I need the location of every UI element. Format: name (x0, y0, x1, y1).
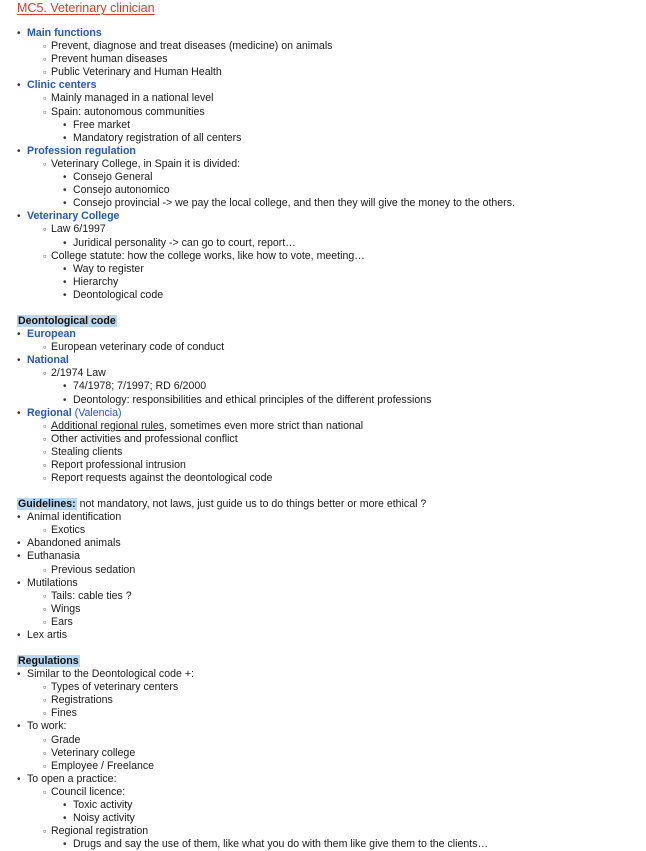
list-item (43, 524, 85, 537)
list-item-text: Law 6/1997 (51, 223, 106, 235)
list-item (43, 53, 168, 66)
list-item-text: Report requests against the deontological code (51, 472, 273, 484)
hollow-square-bullet-icon: ▫ (43, 604, 47, 614)
list-item (43, 603, 80, 616)
list-item (43, 564, 135, 577)
list-item (63, 380, 206, 393)
hollow-square-bullet-icon: ▫ (43, 460, 47, 470)
list-item-text: Deontological code (73, 289, 164, 301)
list-item-text: Profession regulation (27, 145, 136, 157)
list-item-text: Mutilations (27, 577, 78, 589)
bullet-icon: • (17, 211, 21, 222)
bullet-icon: • (17, 774, 21, 785)
list-item (17, 79, 96, 92)
list-item-text: Similar to the Deontological code +: (27, 668, 194, 680)
bullet-icon: • (17, 80, 21, 91)
bullet-icon: • (63, 277, 67, 288)
list-item-text: College statute: how the college works, like how to vote, meeting… (51, 250, 365, 262)
bullet-icon: • (17, 146, 21, 157)
list-item (17, 577, 78, 590)
hollow-square-bullet-icon: ▫ (43, 787, 47, 797)
list-item-text: Consejo provincial -> we pay the local college, and then they will give the money to the others. (73, 197, 515, 209)
page-title: MC5. Veterinary clinician (17, 1, 155, 15)
highlighted-heading-text: Regulations (18, 655, 79, 667)
hollow-square-bullet-icon: ▫ (43, 421, 47, 431)
list-item-text: Free market (73, 119, 131, 131)
hollow-square-bullet-icon: ▫ (43, 735, 47, 745)
list-item (17, 773, 117, 786)
list-item-text: Animal identification (27, 511, 122, 523)
bullet-icon: • (17, 669, 21, 680)
hollow-square-bullet-icon: ▫ (43, 41, 47, 51)
list-item-text: Lex artis (27, 629, 68, 641)
list-item (43, 590, 132, 603)
hollow-square-bullet-icon: ▫ (43, 368, 47, 378)
list-item (63, 276, 118, 289)
list-item-text: Clinic centers (27, 79, 97, 91)
list-item (43, 420, 363, 433)
list-item (63, 394, 431, 407)
list-item-text: Noisy activity (73, 812, 135, 824)
list-item (43, 40, 332, 53)
list-item (17, 668, 194, 681)
list-item (63, 799, 132, 812)
list-item (43, 747, 135, 760)
hollow-square-bullet-icon: ▫ (43, 761, 47, 771)
list-item (63, 812, 135, 825)
list-item-text: Exotics (51, 524, 86, 536)
list-item-text: 2/1974 Law (51, 367, 106, 379)
list-item (43, 472, 272, 485)
list-item (63, 171, 153, 184)
hollow-square-bullet-icon: ▫ (43, 617, 47, 627)
list-item (43, 459, 186, 472)
list-item-text: Types of veterinary centers (51, 681, 179, 693)
bullet-icon: • (17, 355, 21, 366)
section-heading (17, 498, 426, 511)
bullet-icon: • (17, 408, 21, 419)
hollow-square-bullet-icon: ▫ (43, 251, 47, 261)
list-item (43, 341, 224, 354)
bullet-icon: • (63, 120, 67, 131)
list-item-text: Public Veterinary and Human Health (51, 66, 222, 78)
list-item-text: Regional (27, 407, 72, 419)
hollow-square-bullet-icon: ▫ (43, 525, 47, 535)
list-item-text: (Valencia) (71, 407, 122, 419)
list-item-text: Veterinary College (27, 210, 120, 222)
list-item-text: National (27, 354, 69, 366)
list-item (63, 184, 170, 197)
bullet-icon: • (17, 721, 21, 732)
list-item (63, 263, 144, 276)
bullet-icon: • (17, 512, 21, 523)
list-item (63, 132, 241, 145)
list-item (17, 511, 121, 524)
hollow-square-bullet-icon: ▫ (43, 54, 47, 64)
hollow-square-bullet-icon: ▫ (43, 473, 47, 483)
list-item (43, 367, 106, 380)
list-item-text: Grade (51, 734, 81, 746)
bullet-icon: • (63, 800, 67, 811)
list-item-text: Report professional intrusion (51, 459, 186, 471)
list-item (43, 616, 73, 629)
bullet-icon: • (17, 329, 21, 340)
list-item (43, 446, 122, 459)
list-item-text: Way to register (73, 263, 144, 275)
list-item-text: Veterinary college (51, 747, 136, 759)
hollow-square-bullet-icon: ▫ (43, 682, 47, 692)
bullet-icon: • (17, 538, 21, 549)
hollow-square-bullet-icon: ▫ (43, 93, 47, 103)
list-item-text: 74/1978; 7/1997; RD 6/2000 (73, 380, 207, 392)
list-item (43, 825, 148, 838)
list-item-text: Prevent human diseases (51, 53, 168, 65)
list-item (63, 119, 130, 132)
list-item (43, 694, 113, 707)
section-heading (17, 655, 80, 668)
list-item (17, 145, 136, 158)
bullet-icon: • (17, 28, 21, 39)
list-item (17, 407, 122, 420)
list-item-text: To work: (27, 720, 67, 732)
bullet-icon: • (17, 551, 21, 562)
bullet-icon: • (63, 238, 67, 249)
list-item-text: Drugs and say the use of them, like what you do with them like give them to the clients… (73, 838, 489, 850)
list-item (17, 550, 80, 563)
list-item (43, 92, 214, 105)
list-item-text: Tails: cable ties ? (51, 590, 132, 602)
hollow-square-bullet-icon: ▫ (43, 748, 47, 758)
bullet-icon: • (63, 839, 67, 850)
list-item-text: Council licence: (51, 786, 126, 798)
bullet-icon: • (17, 578, 21, 589)
hollow-square-bullet-icon: ▫ (43, 224, 47, 234)
list-item-text: not mandatory, not laws, just guide us to do things better or more ethical ? (76, 498, 427, 510)
list-item-text: Consejo autonomico (73, 184, 170, 196)
list-item-text: Prevent, diagnose and treat diseases (medicine) on animals (51, 40, 333, 52)
list-item-text: Stealing clients (51, 446, 123, 458)
hollow-square-bullet-icon: ▫ (43, 107, 47, 117)
list-item-text: Regional registration (51, 825, 149, 837)
list-item (63, 197, 515, 210)
list-item (63, 289, 163, 302)
list-item (43, 66, 222, 79)
bullet-icon: • (63, 172, 67, 183)
bullet-icon: • (63, 395, 67, 406)
hollow-square-bullet-icon: ▫ (43, 342, 47, 352)
list-item-text: Toxic activity (73, 799, 133, 811)
list-item-text: Additional regional rules (51, 420, 165, 432)
hollow-square-bullet-icon: ▫ (43, 695, 47, 705)
list-item-text: Employee / Freelance (51, 760, 155, 772)
bullet-icon: • (63, 133, 67, 144)
bullet-icon: • (63, 185, 67, 196)
bullet-icon: • (63, 381, 67, 392)
list-item-text: Deontology: responsibilities and ethical principles of the different professions (73, 394, 432, 406)
list-item-text: Main functions (27, 27, 102, 39)
list-item (43, 786, 125, 799)
highlighted-heading-text: Guidelines: (18, 498, 76, 510)
list-item (43, 433, 238, 446)
list-item (43, 760, 154, 773)
bullet-icon: • (63, 290, 67, 301)
hollow-square-bullet-icon: ▫ (43, 826, 47, 836)
list-item-text: , sometimes even more strict than national (164, 420, 364, 432)
list-item-text: Fines (51, 707, 77, 719)
list-item (43, 223, 106, 236)
list-item-text: Consejo General (73, 171, 153, 183)
list-item-text: Mainly managed in a national level (51, 92, 214, 104)
list-item (43, 707, 77, 720)
highlighted-heading-text: Deontological code (18, 315, 116, 327)
list-item (43, 106, 205, 119)
list-item-text: Mandatory registration of all centers (73, 132, 242, 144)
hollow-square-bullet-icon: ▫ (43, 708, 47, 718)
list-item (43, 734, 80, 747)
list-item-text: To open a practice: (27, 773, 117, 785)
list-item (17, 537, 121, 550)
list-item-text: Previous sedation (51, 564, 136, 576)
list-item (17, 629, 67, 642)
list-item (17, 354, 69, 367)
hollow-square-bullet-icon: ▫ (43, 159, 47, 169)
list-item-text: Wings (51, 603, 81, 615)
list-item-text: Hierarchy (73, 276, 119, 288)
list-item (17, 210, 119, 223)
hollow-square-bullet-icon: ▫ (43, 67, 47, 77)
list-item-text: European (27, 328, 76, 340)
bullet-icon: • (63, 198, 67, 209)
hollow-square-bullet-icon: ▫ (43, 591, 47, 601)
list-item-text: Juridical personality -> can go to court, report… (73, 237, 296, 249)
list-item-text: Spain: autonomous communities (51, 106, 205, 118)
bullet-icon: • (63, 264, 67, 275)
list-item-text: Abandoned animals (27, 537, 121, 549)
list-item (43, 250, 365, 263)
list-item (17, 720, 66, 733)
list-item-text: Euthanasia (27, 550, 81, 562)
list-item (63, 237, 296, 250)
bullet-icon: • (17, 630, 21, 641)
list-item-text: Veterinary College, in Spain it is divided: (51, 158, 241, 170)
hollow-square-bullet-icon: ▫ (43, 447, 47, 457)
hollow-square-bullet-icon: ▫ (43, 565, 47, 575)
list-item (17, 328, 76, 341)
list-item-text: Other activities and professional conflict (51, 433, 238, 445)
list-item (43, 158, 240, 171)
bullet-icon: • (63, 813, 67, 824)
section-heading (17, 315, 117, 328)
list-item-text: European veterinary code of conduct (51, 341, 225, 353)
hollow-square-bullet-icon: ▫ (43, 434, 47, 444)
list-item (43, 681, 178, 694)
list-item-text: Registrations (51, 694, 113, 706)
list-item-text: Ears (51, 616, 73, 628)
list-item (63, 838, 488, 851)
list-item (17, 27, 102, 40)
